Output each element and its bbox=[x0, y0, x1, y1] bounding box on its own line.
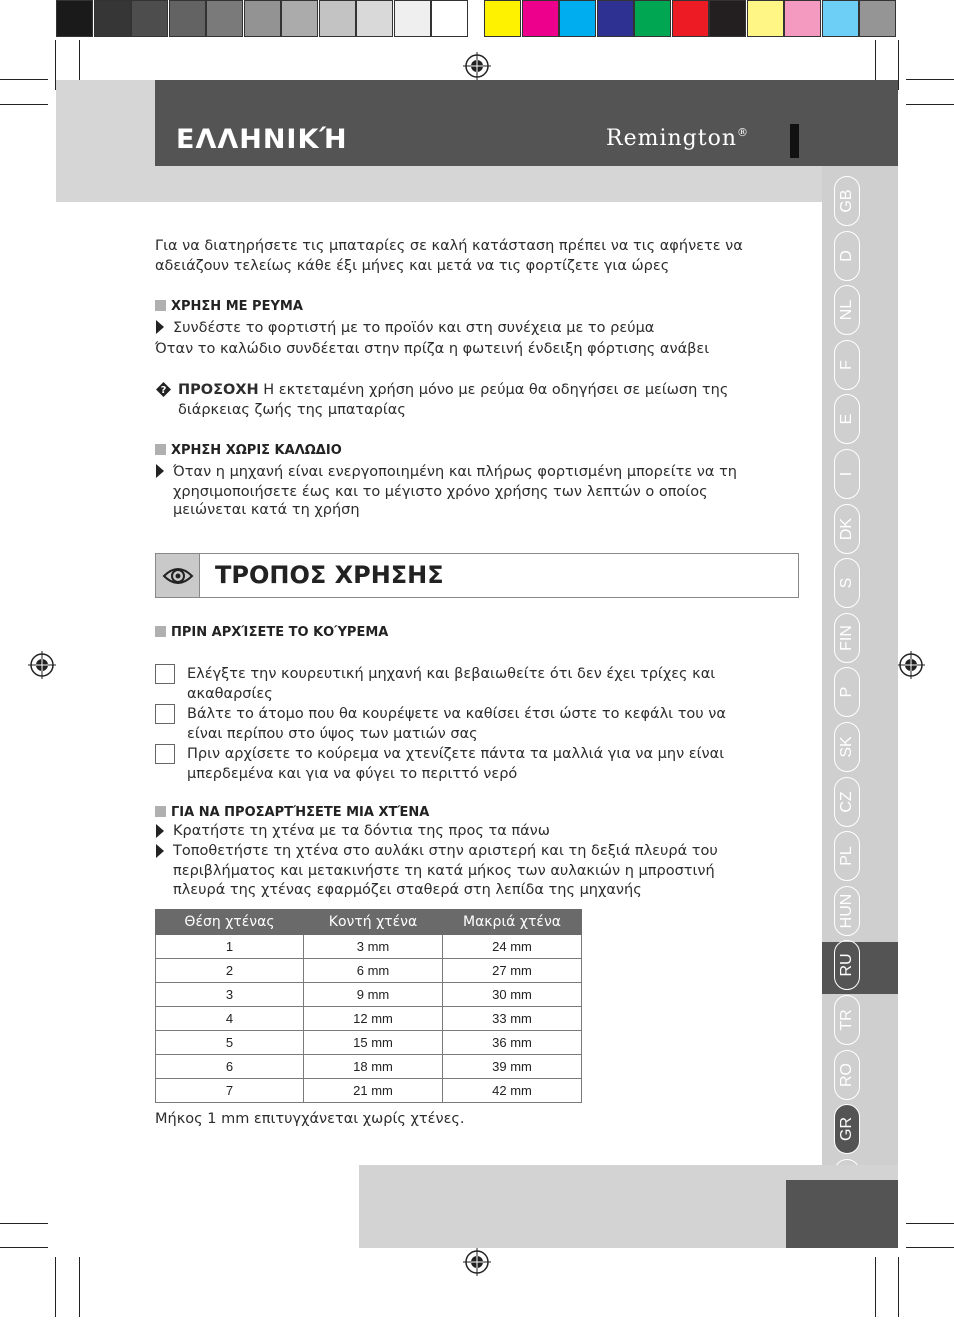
square-bullet-icon bbox=[155, 444, 166, 455]
table-cell: 2 bbox=[156, 959, 304, 983]
footnote: Μήκος 1 mm επιτυγχάνεται χωρίς χτένες. bbox=[155, 1111, 465, 1127]
cordless-line-1: Όταν η μηχανή είναι ενεργοποιημένη και πλήρως φορτισμένη μπορείτε να τη bbox=[173, 464, 737, 480]
gray-swatch bbox=[131, 0, 168, 37]
table-cell: 6 bbox=[156, 1055, 304, 1079]
arrow-bullet-icon bbox=[156, 464, 164, 478]
registration-mark-icon bbox=[463, 52, 491, 80]
cordless-line-2: χρησιμοποιήσετε έως και το μέγιστο χρόνο χρήσης των λεπτών ο οποίος bbox=[173, 484, 708, 500]
table-row bbox=[156, 1007, 582, 1031]
table-cell: 3 bbox=[156, 983, 304, 1007]
caution-line-2: διάρκειας ζωής της μπαταρίας bbox=[178, 402, 406, 418]
table-cell: 5 bbox=[156, 1031, 304, 1055]
language-tab-s[interactable] bbox=[834, 558, 860, 608]
color-swatch bbox=[822, 0, 859, 37]
caution-label: ΠΡΟΣΟΧΗ bbox=[178, 382, 259, 398]
mains-bullet: Συνδέστε το φορτιστή με το προϊόν και στη συνέχεια με το ρεύμα bbox=[173, 320, 655, 336]
language-code: S bbox=[838, 577, 855, 589]
gray-swatch bbox=[431, 0, 468, 37]
table-cell: 42 mm bbox=[443, 1079, 582, 1103]
language-code: DK bbox=[838, 517, 855, 540]
before-heading-text: ΠΡΙΝ ΑΡΧΊΣΕΤΕ ΤΟ ΚΟΎΡΕΜΑ bbox=[171, 625, 389, 640]
color-swatch bbox=[634, 0, 671, 37]
cordless-heading-text: ΧΡΗΣΗ ΧΩΡΙΣ ΚΑΛΩΔΙΟ bbox=[171, 443, 342, 458]
table-cell: 9 mm bbox=[304, 983, 443, 1007]
language-code: TR bbox=[838, 1009, 855, 1031]
registration-mark-icon bbox=[897, 651, 925, 679]
checklist-box-3 bbox=[155, 744, 175, 764]
registration-mark-icon bbox=[463, 1248, 491, 1276]
checklist-box-2 bbox=[155, 704, 175, 724]
color-swatch bbox=[709, 0, 746, 37]
language-tab-p[interactable] bbox=[834, 667, 860, 717]
gray-swatch bbox=[94, 0, 131, 37]
gray-swatch bbox=[206, 0, 243, 37]
language-code: GR bbox=[838, 1117, 855, 1142]
attach-heading-text: ΓΙΑ ΝΑ ΠΡΟΣΑΡΤΉΣΕΤΕ ΜΙΑ ΧΤΈΝΑ bbox=[171, 805, 430, 820]
before-item-2-line-2: είναι περίπου στο ύψος των ματιών σας bbox=[187, 726, 478, 742]
language-tab-gb[interactable] bbox=[834, 176, 860, 226]
table-row bbox=[156, 1031, 582, 1055]
arrow-bullet-icon bbox=[156, 320, 164, 334]
before-heading bbox=[155, 625, 388, 640]
crop-mark bbox=[906, 1223, 954, 1224]
crop-mark bbox=[0, 79, 48, 80]
table-cell: 4 bbox=[156, 1007, 304, 1031]
table-row bbox=[156, 1055, 582, 1079]
table-cell: 18 mm bbox=[304, 1055, 443, 1079]
brand-name: Remington bbox=[606, 126, 737, 151]
attach-bullet-1: Κρατήστε τη χτένα με τα δόντια της προς τα πάνω bbox=[173, 823, 550, 839]
table-cell: 24 mm bbox=[443, 935, 582, 959]
table-cell: 30 mm bbox=[443, 983, 582, 1007]
language-tab-dk[interactable] bbox=[834, 504, 860, 554]
eye-icon bbox=[162, 564, 194, 588]
gray-swatch bbox=[281, 0, 318, 37]
warning-diamond-icon bbox=[156, 382, 171, 397]
arrow-bullet-icon bbox=[156, 824, 164, 838]
table-body bbox=[156, 935, 582, 1103]
mains-line-2: Όταν το καλώδιο συνδέεται στην πρίζα η φωτεινή ένδειξη φόρτισης ανάβει bbox=[155, 341, 710, 357]
language-tab-ru[interactable] bbox=[834, 940, 860, 990]
table-header: Θέση χτένας bbox=[156, 910, 304, 935]
language-tab-i[interactable] bbox=[834, 449, 860, 499]
language-code: CZ bbox=[838, 790, 855, 813]
intro-line-1: Για να διατηρήσετε τις μπαταρίες σε καλή κατάσταση πρέπει να τις αφήνετε να bbox=[155, 238, 743, 254]
color-swatch bbox=[672, 0, 709, 37]
table-cell: 33 mm bbox=[443, 1007, 582, 1031]
language-tab-gr[interactable] bbox=[834, 1104, 860, 1154]
table-row bbox=[156, 959, 582, 983]
brand-logo bbox=[606, 126, 749, 151]
language-tab-e[interactable] bbox=[834, 394, 860, 444]
language-tab-nl[interactable] bbox=[834, 285, 860, 335]
square-bullet-icon bbox=[155, 626, 166, 637]
gray-swatch bbox=[169, 0, 206, 37]
language-tab-cz[interactable] bbox=[834, 777, 860, 827]
before-item-3-line-2: μπερδεμένα και για να φύγει το περιττό νερό bbox=[187, 766, 518, 782]
table-cell: 7 bbox=[156, 1079, 304, 1103]
crop-mark bbox=[898, 1257, 899, 1317]
table-header-row bbox=[156, 910, 582, 935]
gray-swatch bbox=[356, 0, 393, 37]
crop-mark bbox=[906, 79, 954, 80]
language-code: F bbox=[838, 359, 855, 370]
table-cell: 39 mm bbox=[443, 1055, 582, 1079]
page-title: ΕΛΛΗΝΙΚΉ bbox=[176, 124, 348, 155]
attach-bullet-2-line-2: περιβλήματος και μετακινήστε τη κατά μήκος των αυλακιών η μπροστινή bbox=[173, 863, 715, 879]
arrow-bullet-icon bbox=[156, 844, 164, 858]
table-cell: 36 mm bbox=[443, 1031, 582, 1055]
language-tab-tr[interactable] bbox=[834, 995, 860, 1045]
cordless-line-3: μειώνεται κατά τη χρήση bbox=[173, 502, 360, 518]
caution-line-1 bbox=[178, 380, 728, 400]
section-icon-box bbox=[155, 553, 200, 598]
language-code: GB bbox=[838, 189, 855, 213]
language-code: D bbox=[838, 249, 855, 262]
square-bullet-icon bbox=[155, 806, 166, 817]
gray-swatch bbox=[244, 0, 281, 37]
table-cell: 6 mm bbox=[304, 959, 443, 983]
language-tab-d[interactable] bbox=[834, 231, 860, 281]
crop-mark bbox=[0, 1247, 48, 1248]
crop-mark bbox=[898, 40, 899, 90]
color-swatch bbox=[597, 0, 634, 37]
gray-swatch bbox=[319, 0, 356, 37]
language-code: RU bbox=[838, 953, 855, 977]
crop-mark bbox=[79, 1257, 80, 1317]
section-title: ΤΡΟΠΟΣ ΧΡΗΣΗΣ bbox=[215, 561, 444, 589]
brand-bar bbox=[790, 124, 799, 158]
color-swatch bbox=[484, 0, 521, 37]
table-row bbox=[156, 983, 582, 1007]
before-item-1-line-1: Ελέγξτε την κουρευτική μηχανή και βεβαιωθείτε ότι δεν έχει τρίχες και bbox=[187, 666, 716, 682]
table-cell: 27 mm bbox=[443, 959, 582, 983]
gray-swatch bbox=[56, 0, 93, 37]
table-header: Μακριά χτένα bbox=[443, 910, 582, 935]
language-code: RO bbox=[838, 1062, 855, 1087]
table-header: Κοντή χτένα bbox=[304, 910, 443, 935]
svg-text:?: ? bbox=[160, 385, 167, 396]
crop-mark bbox=[875, 1257, 876, 1317]
square-bullet-icon bbox=[155, 300, 166, 311]
crop-mark bbox=[0, 104, 48, 105]
language-code: HUN bbox=[838, 893, 855, 929]
language-tab-sk[interactable] bbox=[834, 722, 860, 772]
color-swatch bbox=[859, 0, 896, 37]
color-swatch bbox=[559, 0, 596, 37]
color-swatch bbox=[747, 0, 784, 37]
table-cell: 21 mm bbox=[304, 1079, 443, 1103]
crop-mark bbox=[0, 1223, 48, 1224]
language-code: FIN bbox=[838, 624, 855, 651]
language-code: I bbox=[838, 471, 855, 477]
language-tab-pl[interactable] bbox=[834, 831, 860, 881]
before-item-2-line-1: Βάλτε το άτομο που θα κουρέψετε να καθίσει έτσι ώστε το κεφάλι του να bbox=[187, 706, 726, 722]
language-code: NL bbox=[838, 299, 855, 321]
attach-bullet-2-line-1: Τοποθετήστε τη χτένα στο αυλάκι στην αριστερή και τη δεξιά πλευρά του bbox=[173, 843, 718, 859]
table-row bbox=[156, 935, 582, 959]
brand-mark: ® bbox=[737, 126, 749, 139]
language-tab-hun[interactable] bbox=[834, 886, 860, 936]
comb-length-table bbox=[155, 909, 582, 1103]
language-code: PL bbox=[838, 846, 855, 866]
language-code: SK bbox=[838, 736, 855, 758]
color-swatch bbox=[784, 0, 821, 37]
attach-bullet-2-line-3: πλευρά της χτένας εφαρμόζει σταθερά στη λεπίδα της μηχανής bbox=[173, 882, 642, 898]
cordless-heading bbox=[155, 443, 342, 458]
before-item-1-line-2: ακαθαρσίες bbox=[187, 686, 273, 702]
language-code: AE bbox=[838, 1282, 855, 1304]
crop-mark bbox=[906, 1247, 954, 1248]
gray-swatch bbox=[394, 0, 431, 37]
table-cell: 3 mm bbox=[304, 935, 443, 959]
mains-heading bbox=[155, 299, 303, 314]
footer-page-block bbox=[786, 1180, 898, 1248]
color-swatch bbox=[522, 0, 559, 37]
table-cell: 1 bbox=[156, 935, 304, 959]
registration-mark-icon bbox=[28, 651, 56, 679]
table-cell: 15 mm bbox=[304, 1031, 443, 1055]
language-tab-ro[interactable] bbox=[834, 1050, 860, 1100]
checklist-box-1 bbox=[155, 664, 175, 684]
attach-heading bbox=[155, 805, 429, 820]
language-tab-fin[interactable] bbox=[834, 613, 860, 663]
mains-heading-text: ΧΡΗΣΗ ΜΕ ΡΕΥΜΑ bbox=[171, 299, 303, 314]
language-code: P bbox=[838, 687, 855, 698]
before-item-3-line-1: Πριν αρχίσετε το κούρεμα να χτενίζετε πάντα τα μαλλιά για να μην είναι bbox=[187, 746, 725, 762]
table-row bbox=[156, 1079, 582, 1103]
language-tab-ae[interactable] bbox=[834, 1268, 860, 1318]
crop-mark bbox=[55, 1257, 56, 1317]
language-tab-f[interactable] bbox=[834, 340, 860, 390]
crop-mark bbox=[906, 104, 954, 105]
intro-line-2: αδειάζουν τελείως κάθε έξι μήνες και μετά να τις φορτίζετε για ώρες bbox=[155, 258, 670, 274]
table-cell: 12 mm bbox=[304, 1007, 443, 1031]
language-code: E bbox=[838, 414, 855, 425]
caution-text: Η εκτεταμένη χρήση μόνο με ρεύμα θα οδηγήσει σε μείωση της bbox=[258, 382, 729, 398]
